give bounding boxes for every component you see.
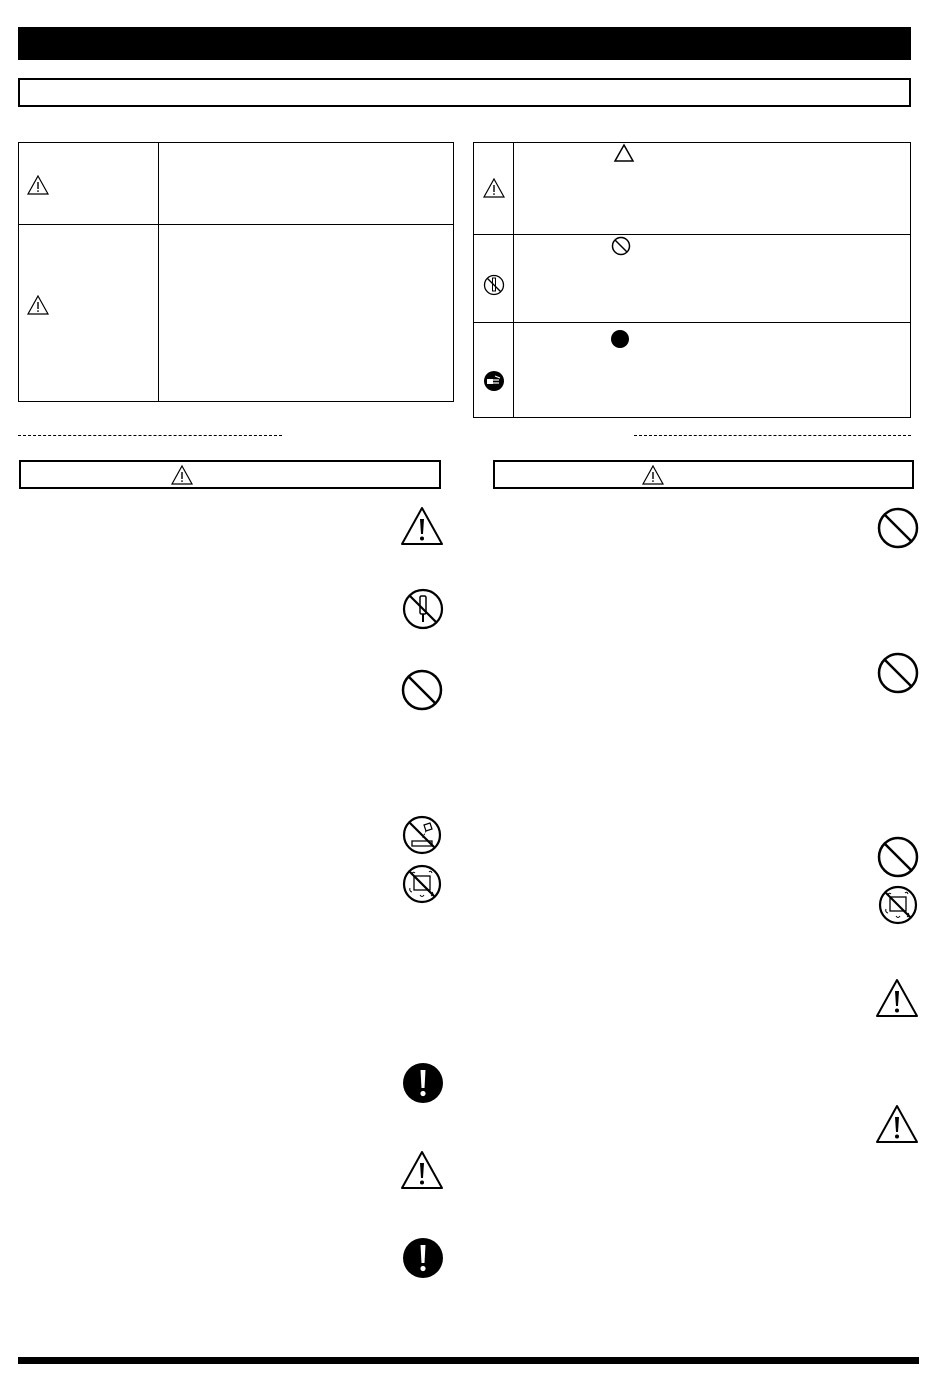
mandatory-action-icon <box>402 1237 444 1279</box>
warning-triangle-icon <box>483 178 505 198</box>
caution-triangle-icon <box>27 295 49 315</box>
no-water-icon <box>402 815 442 855</box>
prohibition-icon <box>877 836 919 878</box>
section-header-left <box>19 460 441 489</box>
warning-triangle-icon <box>875 1104 919 1144</box>
mandatory-action-icon <box>402 1062 444 1104</box>
dashed-separator-left <box>18 435 282 436</box>
no-liquid-icon <box>878 885 918 925</box>
warning-triangle-icon <box>642 465 664 485</box>
prohibition-symbol-icon <box>611 236 631 256</box>
no-disassembly-icon <box>483 274 505 296</box>
prohibition-icon <box>877 652 919 694</box>
row-divider <box>19 224 453 225</box>
no-disassembly-icon <box>402 588 444 630</box>
no-liquid-icon <box>402 864 442 904</box>
warning-triangle-icon <box>400 506 444 546</box>
prohibition-icon <box>401 669 443 711</box>
prohibition-icon <box>877 507 919 549</box>
legend-table-right <box>473 142 911 418</box>
warning-triangle-icon <box>400 1150 444 1190</box>
row-divider <box>474 322 910 323</box>
warning-triangle-icon <box>875 978 919 1018</box>
title-bar <box>18 27 911 60</box>
triangle-symbol-icon <box>614 144 634 162</box>
warning-triangle-icon <box>27 175 49 195</box>
legend-table-left <box>18 142 454 402</box>
subtitle-box <box>18 78 911 107</box>
section-header-right <box>493 460 914 489</box>
column-divider <box>513 143 514 417</box>
column-divider <box>158 143 159 401</box>
dashed-separator-right <box>634 435 911 436</box>
footer-bar <box>18 1357 919 1364</box>
row-divider <box>474 234 910 235</box>
unplug-icon <box>483 370 505 392</box>
warning-triangle-icon <box>171 465 193 485</box>
mandatory-symbol-icon <box>610 329 630 349</box>
